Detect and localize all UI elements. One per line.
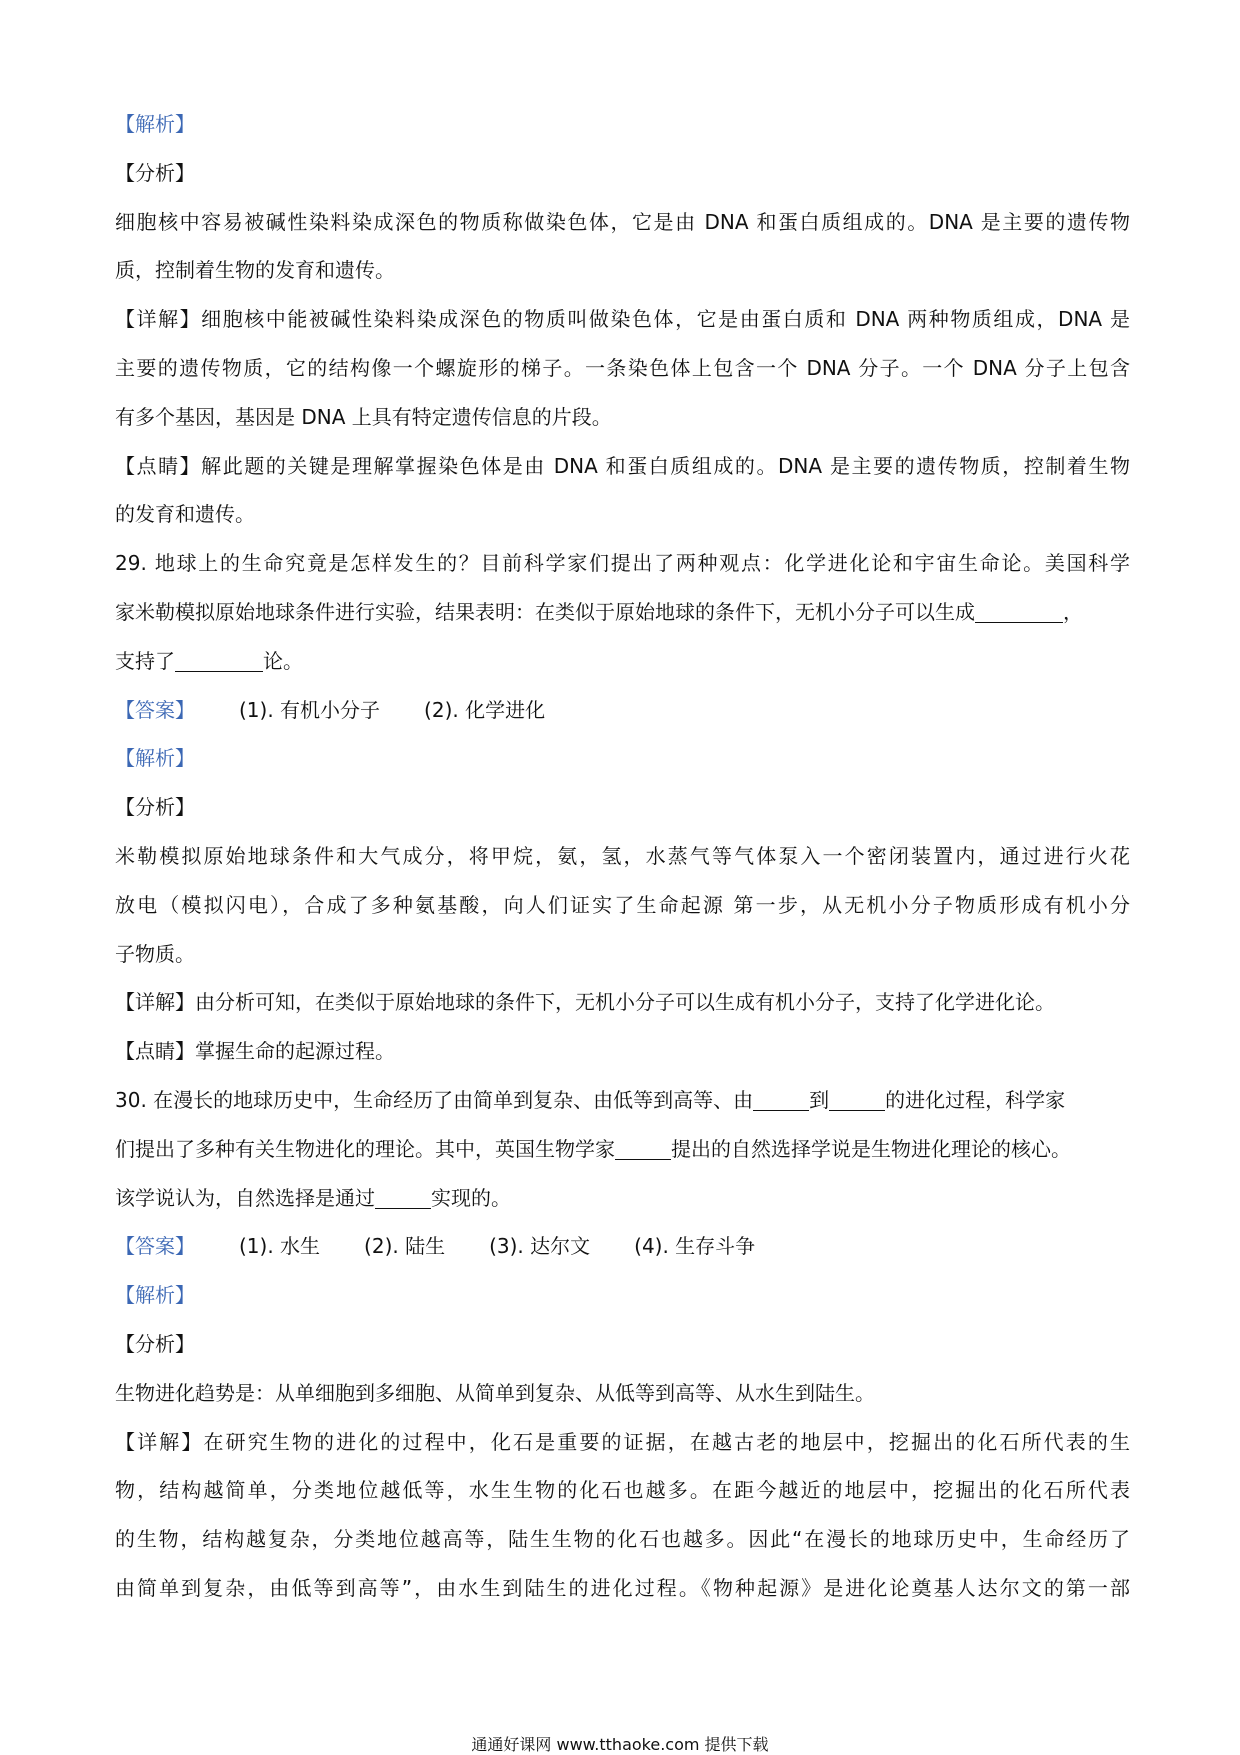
answer-blank — [975, 598, 1063, 623]
section-label-daan: 【答案】 — [115, 1234, 195, 1259]
paragraph-text: 掌握生命的起源过程。 — [195, 1039, 395, 1064]
section-label-xiangjie: 【详解】 — [115, 1429, 204, 1454]
question-29-line — [115, 637, 1130, 686]
answer-item: (1). 有机小分子 — [239, 697, 381, 722]
paragraph-text: 由分析可知，在类似于原始地球的条件下，无机小分子可以生成有机小分子，支持了化学进化论。 — [195, 990, 1055, 1015]
paragraph-line: 生物进化趋势是：从单细胞到多细胞、从简单到复杂、从低等到高等、从水生到陆生。 — [115, 1380, 875, 1405]
section-label-daan: 【答案】 — [115, 697, 195, 722]
answer-item: (2). 化学进化 — [424, 697, 546, 722]
paragraph-line — [115, 1418, 1130, 1467]
question-text: 提出的自然选择学说是生物进化理论的核心。 — [671, 1136, 1071, 1161]
paragraph-line: 物，结构越简单，分类地位越低等，水生生物的化石也越多。在距今越近的地层中，挖掘出的化石所代表 — [115, 1478, 1130, 1503]
paragraph-text: 在研究生物的进化的过程中，化石是重要的证据，在越古老的地层中，挖掘出的化石所代表的生 — [203, 1429, 1130, 1454]
paragraph-line: 有多个基因，基因是 DNA 上具有特定遗传信息的片段。 — [115, 404, 612, 429]
question-30-line — [115, 1076, 1130, 1125]
answer-item: (2). 陆生 — [364, 1234, 446, 1259]
paragraph-line — [115, 1027, 1130, 1076]
answer-item: (1). 水生 — [239, 1234, 321, 1259]
paragraph-line: 由简单到复杂，由低等到高等”，由水生到陆生的进化过程。《物种起源》是进化论奠基人达尔文的第一部 — [115, 1575, 1130, 1600]
answer-item: (4). 生存斗争 — [634, 1234, 756, 1259]
question-29-line — [115, 588, 1130, 637]
question-30-line — [115, 1174, 1130, 1223]
answer-line — [115, 686, 1130, 735]
question-text: 到 — [809, 1087, 830, 1112]
answer-blank — [375, 1184, 431, 1209]
paragraph-line: 子物质。 — [115, 941, 195, 966]
question-text: 的进化过程，科学家 — [885, 1087, 1066, 1112]
answer-blank — [175, 647, 263, 672]
document-page — [115, 100, 1130, 1613]
section-label-fenxi: 【分析】 — [115, 795, 195, 820]
answer-blank — [753, 1086, 809, 1111]
question-text: ， — [1063, 599, 1083, 624]
answer-blank — [829, 1086, 885, 1111]
section-label-xiangjie: 【详解】 — [115, 307, 202, 332]
section-label-fenxi: 【分析】 — [115, 1331, 195, 1356]
paragraph-text: 细胞核中能被碱性染料染成深色的物质叫做染色体，它是由蛋白质和 DNA 两种物质组成，DNA 是 — [201, 307, 1130, 332]
paragraph-line: 放电（模拟闪电），合成了多种氨基酸，向人们证实了生命起源 第一步，从无机小分子物质形成有机小分 — [115, 892, 1130, 917]
paragraph-line: 的发育和遗传。 — [115, 502, 255, 527]
answer-line — [115, 1222, 1130, 1271]
section-label-xiangjie: 【详解】 — [115, 990, 195, 1015]
section-label-jiexi: 【解析】 — [115, 746, 195, 771]
section-label-dianjing: 【点睛】 — [115, 453, 202, 478]
question-text: 30. 在漫长的地球历史中，生命经历了由简单到复杂、由低等到高等、由 — [115, 1087, 754, 1112]
question-text: 支持了 — [115, 648, 175, 673]
paragraph-line — [115, 442, 1130, 491]
question-text: 家米勒模拟原始地球条件进行实验，结果表明：在类似于原始地球的条件下，无机小分子可以生成 — [115, 599, 975, 624]
answer-blank — [615, 1135, 671, 1160]
paragraph-line: 米勒模拟原始地球条件和大气成分，将甲烷，氨，氢，水蒸气等气体泵入一个密闭装置内，通过进行火花 — [115, 843, 1130, 868]
question-text: 们提出了多种有关生物进化的理论。其中，英国生物学家 — [115, 1136, 615, 1161]
section-label-jiexi: 【解析】 — [115, 1283, 195, 1308]
question-text: 该学说认为，自然选择是通过 — [115, 1185, 375, 1210]
question-text: 论。 — [263, 648, 303, 673]
answer-item: (3). 达尔文 — [489, 1234, 591, 1259]
page-footer: 通通好课网 www.tthaoke.com 提供下载 — [471, 1735, 769, 1754]
question-29-line: 29. 地球上的生命究竟是怎样发生的？目前科学家们提出了两种观点：化学进化论和宇宙生命论。美国科学 — [115, 551, 1130, 576]
paragraph-line — [115, 295, 1130, 344]
paragraph-line: 细胞核中容易被碱性染料染成深色的物质称做染色体，它是由 DNA 和蛋白质组成的。DNA 是主要的遗传物 — [115, 209, 1130, 234]
section-label-dianjing: 【点睛】 — [115, 1039, 195, 1064]
question-text: 实现的。 — [431, 1185, 511, 1210]
section-label-fenxi: 【分析】 — [115, 160, 195, 185]
section-label-jiexi: 【解析】 — [115, 112, 195, 136]
paragraph-line — [115, 978, 1130, 1027]
paragraph-line: 的生物，结构越复杂，分类地位越高等，陆生生物的化石也越多。因此“在漫长的地球历史中，生命经历了 — [115, 1527, 1130, 1552]
paragraph-line: 质，控制着生物的发育和遗传。 — [115, 258, 395, 283]
paragraph-text: 解此题的关键是理解掌握染色体是由 DNA 和蛋白质组成的。DNA 是主要的遗传物质，控制着生物 — [201, 453, 1130, 478]
paragraph-line: 主要的遗传物质，它的结构像一个螺旋形的梯子。一条染色体上包含一个 DNA 分子。一个 DNA 分子上包含 — [115, 355, 1130, 380]
question-30-line — [115, 1125, 1130, 1174]
